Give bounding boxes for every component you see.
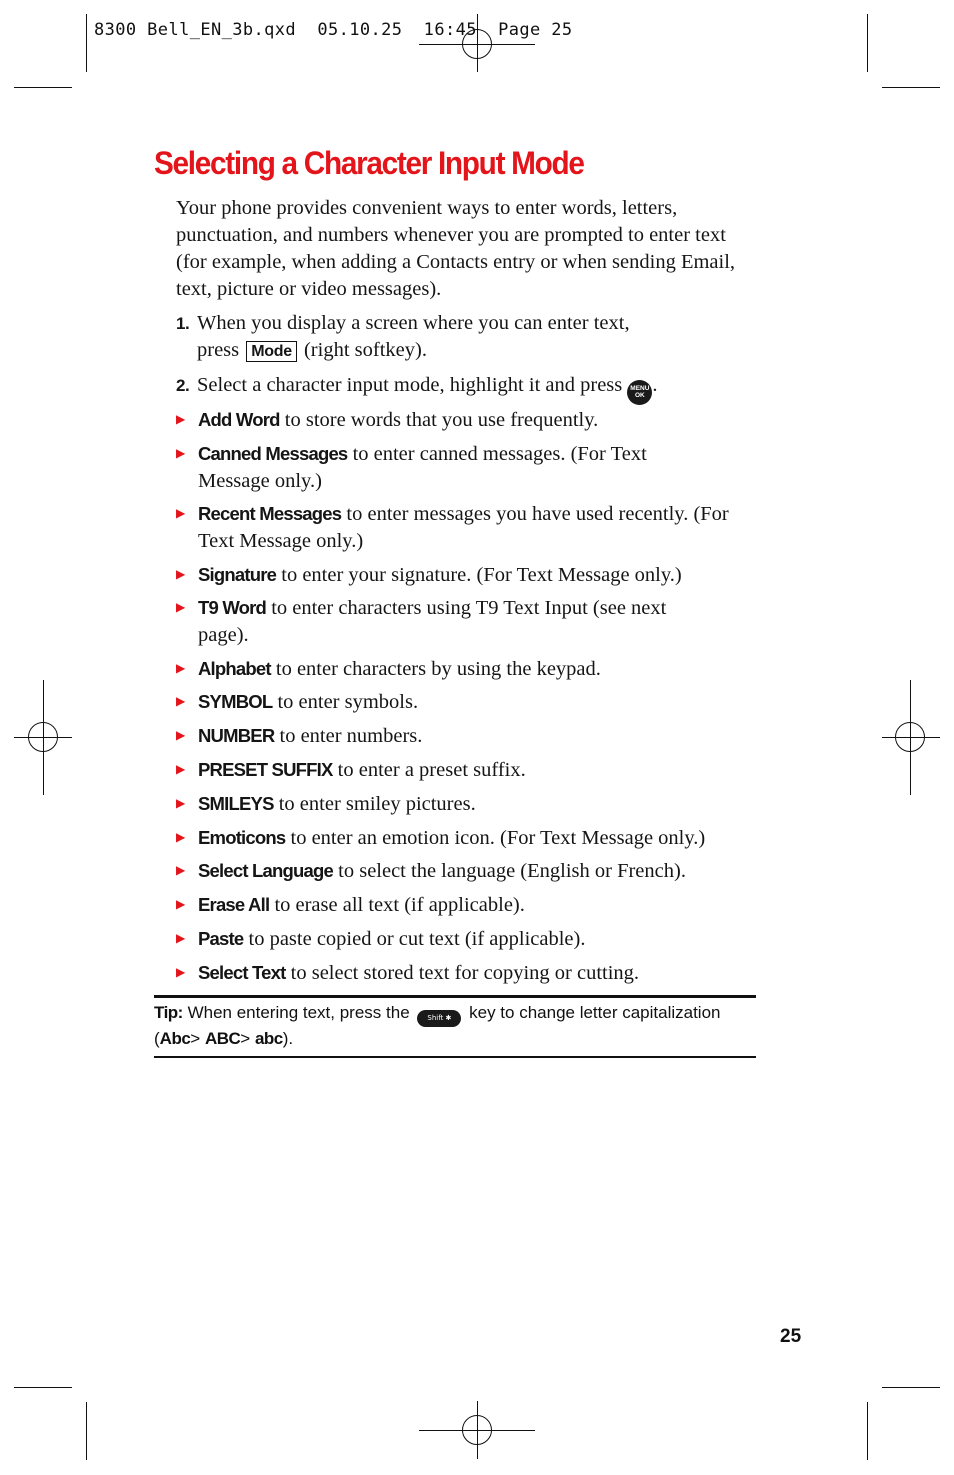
step-text: When you display a screen where you can enter text, xyxy=(197,312,630,334)
arrow-icon: ▶ xyxy=(176,897,186,911)
registration-circle xyxy=(462,1415,492,1445)
crop-mark xyxy=(867,1402,868,1460)
registration-circle xyxy=(28,722,58,752)
intro-paragraph: Your phone provides convenient ways to enter words, letters, punctuation, and numbers whenever you are prompted to enter text (for example, when adding a Contacts entry or when sending Email, text, picture or video messages). xyxy=(176,197,736,300)
option-term: Select Text xyxy=(198,962,286,983)
option-desc: to enter numbers. xyxy=(274,725,423,747)
crop-mark xyxy=(882,87,940,88)
option-term: PRESET SUFFIX xyxy=(198,759,333,780)
crop-mark xyxy=(86,1402,87,1460)
option-term: Recent Messages xyxy=(198,503,342,524)
option-item xyxy=(176,655,746,683)
tip-box: Tip: When entering text, press the Shift ✱ key to change letter capitalization (Abc> ABC> abc). xyxy=(154,1003,721,1048)
crop-mark xyxy=(14,87,72,88)
arrow-icon: ▶ xyxy=(176,412,186,426)
step-2: 2. Select a character input mode, highlight it and press MENU OK . xyxy=(176,372,736,405)
option-desc: to enter an emotion icon. (For Text Message only.) xyxy=(285,827,706,849)
option-item xyxy=(176,756,746,784)
registration-circle xyxy=(895,722,925,752)
arrow-icon: ▶ xyxy=(176,567,186,581)
option-term: T9 Word xyxy=(198,597,267,618)
arrow-icon: ▶ xyxy=(176,796,186,810)
option-item xyxy=(176,824,746,852)
crop-mark xyxy=(867,14,868,72)
arrow-icon: ▶ xyxy=(176,694,186,708)
tip-label: Tip: xyxy=(154,1003,183,1022)
option-desc: to enter symbols. xyxy=(272,691,419,713)
option-item xyxy=(176,925,746,953)
option-item xyxy=(176,500,746,555)
option-term: Add Word xyxy=(198,409,280,430)
option-item xyxy=(176,561,746,589)
crop-mark xyxy=(14,1387,72,1388)
option-desc: to select stored text for copying or cutting. xyxy=(285,962,640,984)
option-term: Paste xyxy=(198,928,244,949)
step-text: Select a character input mode, highlight it and press xyxy=(197,374,623,396)
option-desc: to enter canned messages. (For Text Message only.) xyxy=(198,443,647,492)
file-slug: 8300 Bell_EN_3b.qxd 05.10.25 16:45 Page 25 xyxy=(94,20,573,40)
option-term: SYMBOL xyxy=(198,691,273,712)
option-item xyxy=(176,722,746,750)
option-item xyxy=(176,891,746,919)
arrow-icon: ▶ xyxy=(176,830,186,844)
arrow-icon: ▶ xyxy=(176,863,186,877)
option-term: Select Language xyxy=(198,860,334,881)
option-term: NUMBER xyxy=(198,725,275,746)
menu-ok-key-icon: MENU OK xyxy=(627,380,652,405)
arrow-icon: ▶ xyxy=(176,728,186,742)
option-item xyxy=(176,790,746,818)
arrow-icon: ▶ xyxy=(176,762,186,776)
option-desc: to enter characters using T9 Text Input (see next page). xyxy=(198,597,667,646)
option-desc: to enter your signature. (For Text Message only.) xyxy=(276,564,682,586)
option-item xyxy=(176,594,746,649)
crop-mark xyxy=(882,1387,940,1388)
arrow-icon: ▶ xyxy=(176,661,186,675)
step-text: press xyxy=(197,339,240,361)
option-desc: to enter characters by using the keypad. xyxy=(270,658,601,680)
option-term: Alphabet xyxy=(198,658,271,679)
option-desc: to paste copied or cut text (if applicable). xyxy=(243,928,586,950)
option-item xyxy=(176,440,746,495)
option-desc: to enter a preset suffix. xyxy=(332,759,526,781)
option-term: Erase All xyxy=(198,894,270,915)
option-desc: to store words that you use frequently. xyxy=(279,409,599,431)
shift-key-icon: Shift ✱ xyxy=(417,1010,461,1027)
option-term: SMILEYS xyxy=(198,793,274,814)
arrow-icon: ▶ xyxy=(176,600,186,614)
page-title: Selecting a Character Input Mode xyxy=(154,145,584,181)
tip-rule-bottom xyxy=(154,1056,756,1058)
option-term: Emoticons xyxy=(198,827,286,848)
option-desc: to erase all text (if applicable). xyxy=(269,894,525,916)
mode-softkey-icon: Mode xyxy=(246,341,297,362)
option-item xyxy=(176,406,746,434)
step-number: 2. xyxy=(176,376,190,395)
option-desc: to select the language (English or French). xyxy=(333,860,686,882)
tip-text: When entering text, press the xyxy=(182,1003,410,1022)
arrow-icon: ▶ xyxy=(176,931,186,945)
option-term: Signature xyxy=(198,564,277,585)
arrow-icon: ▶ xyxy=(176,446,186,460)
option-item xyxy=(176,959,746,987)
arrow-icon: ▶ xyxy=(176,506,186,520)
option-term: Canned Messages xyxy=(198,443,348,464)
step-text: (right softkey). xyxy=(303,339,427,361)
step-1 xyxy=(176,310,736,364)
option-item xyxy=(176,857,746,885)
option-desc: to enter messages you have used recently. (For Text Message only.) xyxy=(198,503,729,552)
tip-text: key to change letter capitalization ( xyxy=(154,1003,721,1048)
arrow-icon: ▶ xyxy=(176,965,186,979)
option-item xyxy=(176,688,746,716)
crop-mark xyxy=(86,14,87,72)
option-desc: to enter smiley pictures. xyxy=(273,793,476,815)
step-number: 1. xyxy=(176,314,190,333)
page-number: 25 xyxy=(780,1326,802,1347)
